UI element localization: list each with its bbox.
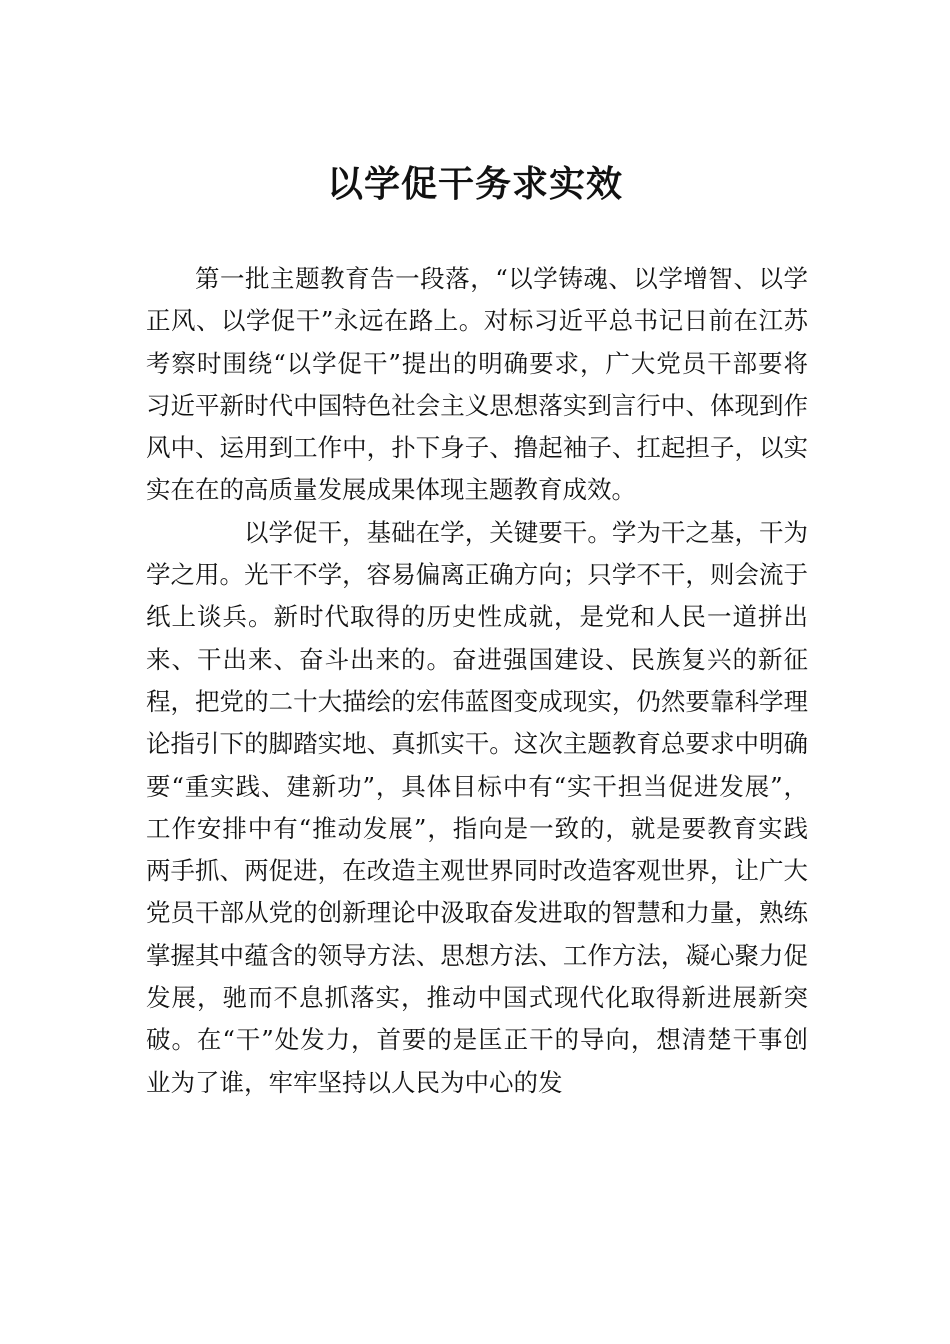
document-title: 以学促干务求实效	[326, 163, 623, 205]
paragraph-2: 以学促干，基础在学，关键要干。学为干之基，干为学之用。光干不学，容易偏离正确方向；只学不干，则会流于纸上谈兵。新时代取得的历史性成就，是党和人民一道拼出来、干出来、奋斗出来的。奋进强国建设、民族复兴的新征程，把党的二十大描绘的宏伟蓝图变成现实，仍然要靠科学理论指引下的脚踏实地、真抓实干。这次主题教育总要求中明确要“重实践、建新功”，具体目标中有“实干担当促进发展”，工作安排中有“推动发展”，指向是一致的，就是要教育实践两手抓、两促进，在改造主观世界同时改造客观世界，让广大党员干部从党的创新理论中汲取奋发进取的智慧和力量，熟练掌握其中蕴含的领导方法、思想方法、工作方法，凝心聚力促发展，驰而不息抓落实，推动中国式现代化取得新进展新突破。在“干”处发力，首要的是匡正干的导向，想清楚干事创业为了谁，牢牢坚持以人民为中心的发	[146, 517, 808, 1097]
document-body	[146, 258, 808, 1104]
paragraph-1: 第一批主题教育告一段落，“以学铸魂、以学增智、以学正风、以学促干”永远在路上。对标习近平总书记日前在江苏考察时围绕“以学促干”提出的明确要求，广大党员干部要将习近平新时代中国特色社会主义思想落实到言行中、体现到作风中、运用到工作中，扑下身子、撸起袖子、扛起担子，以实实在在的高质量发展成果体现主题教育成效。	[146, 264, 808, 505]
